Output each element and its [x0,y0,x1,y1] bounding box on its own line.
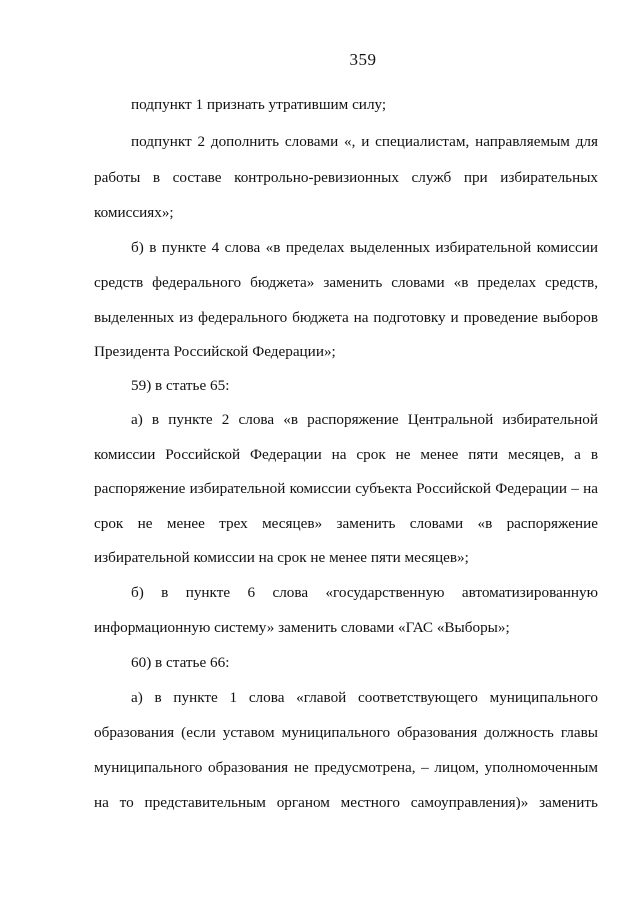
text-line: избирательной комиссии на срок не менее пяти месяцев»; [94,549,469,566]
text-line: выделенных из федерального бюджета на подготовку и проведение выборов [94,309,598,326]
text-line: а) в пункте 1 слова «главой соответствующего муниципального [131,689,598,706]
page-number: 359 [349,50,377,69]
text-line: комиссии Российской Федерации на срок не менее пяти месяцев, а в [94,446,598,463]
text-line: б) в пункте 4 слова «в пределах выделенных избирательной комиссии [131,239,598,256]
text-line: муниципального образования не предусмотрена, – лицом, уполномоченным [94,759,598,776]
text-line: подпункт 1 признать утратившим силу; [131,96,387,113]
text-line: работы в составе контрольно-ревизионных служб при избирательных [94,169,598,186]
text-line: средств федерального бюджета» заменить словами «в пределах средств, [94,274,598,291]
text-line: распоряжение избирательной комиссии субъекта Российской Федерации – на [94,480,598,497]
text-line: на то представительным органом местного самоуправления)» заменить [94,794,598,811]
text-line: информационную систему» заменить словами «ГАС «Выборы»; [94,619,510,636]
text-line: 60) в статье 66: [131,654,230,671]
text-line: б) в пункте 6 слова «государственную автоматизированную [131,584,598,601]
text-line: комиссиях»; [94,204,174,221]
text-line: Президента Российской Федерации»; [94,343,336,360]
text-line: срок не менее трех месяцев» заменить словами «в распоряжение [94,515,598,532]
text-line: 59) в статье 65: [131,377,230,394]
text-line: подпункт 2 дополнить словами «, и специалистам, направляемым для [131,133,598,150]
text-line: а) в пункте 2 слова «в распоряжение Центральной избирательной [131,411,598,428]
text-line: образования (если уставом муниципального образования должность главы [94,724,598,741]
